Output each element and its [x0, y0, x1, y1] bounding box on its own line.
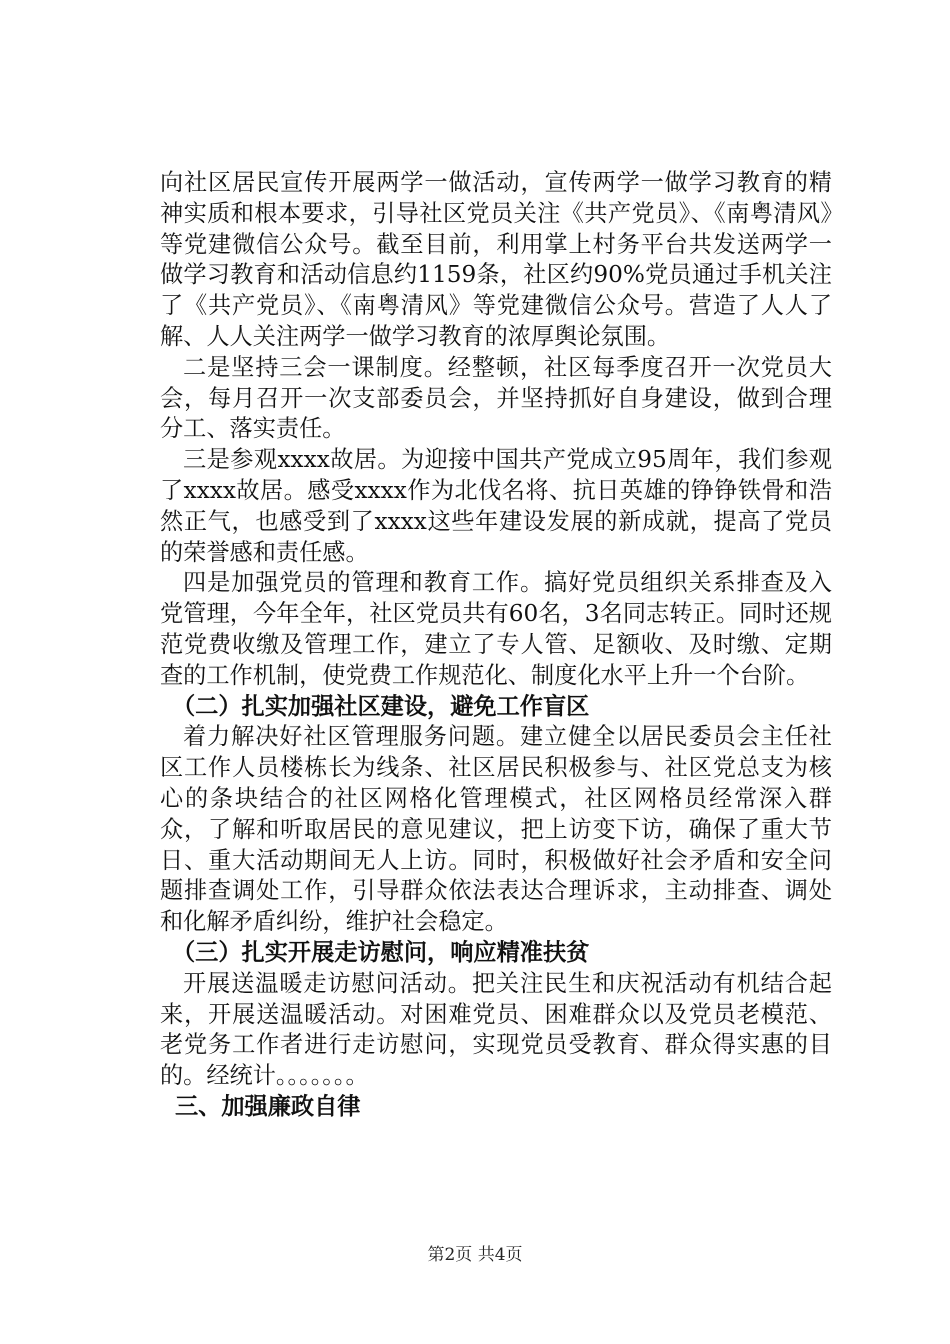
section-heading-community-building: （二）扎实加强社区建设，避免工作盲区 [172, 692, 590, 720]
section-heading-visits: （三）扎实开展走访慰问，响应精准扶贫 [172, 938, 590, 966]
paragraph-member-management: 四是加强党员的管理和教育工作。搞好党员组织关系排查及入党管理，今年全年，社区党员共有60名，3名同志转正。同时还规范党费收缴及管理工作，建立了专人管、足额收、及时缴、定期查的工作机制，使党费工作规范化、制度化水平上升一个台阶。 [160, 569, 832, 689]
document-body [160, 168, 832, 1123]
paragraph-warmth-visits: 开展送温暖走访慰问活动。把关注民生和庆祝活动有机结合起来，开展送温暖活动。对困难党员、困难群众以及党员老模范、老党务工作者进行走访慰问，实现党员受教育、群众得实惠的目的。经统计。。。。。。。 [160, 969, 832, 1090]
page-number: 第2页 共4页 [427, 1245, 523, 1265]
section-heading-integrity: 三、加强廉政自律 [175, 1092, 361, 1120]
paragraph-former-residence: 三是参观xxxx故居。为迎接中国共产党成立95周年，我们参观了xxxx故居。感受xxxx作为北伐名将、抗日英雄的铮铮铁骨和浩然正气，也感受到了xxxx这些年建设发展的新成就，提高了党员的荣誉感和责任感。 [160, 446, 832, 566]
paragraph-publicity: 向社区居民宣传开展两学一做活动，宣传两学一做学习教育的精神实质和根本要求，引导社区党员关注《共产党员》、《南粤清风》等党建微信公众号。截至目前，利用掌上村务平台共发送两学一做学习教育和活动信息约1159条，社区约90%党员通过手机关注了《共产党员》、《南粤清风》等党建微信公众号。营造了人人了解、人人关注两学一做学习教育的浓厚舆论氛围。 [160, 169, 832, 350]
paragraph-three-meetings: 二是坚持三会一课制度。经整顿，社区每季度召开一次党员大会，每月召开一次支部委员会，并坚持抓好自身建设，做到合理分工、落实责任。 [160, 353, 832, 443]
paragraph-community-service: 着力解决好社区管理服务问题。建立健全以居民委员会主任社区工作人员楼栋长为线条、社区居民积极参与、社区党总支为核心的条块结合的社区网格化管理模式，社区网格员经常深入群众，了解和听取居民的意见建议，把上访变下访，确保了重大节日、重大活动期间无人上访。同时，积极做好社会矛盾和安全问题排查调处工作，引导群众依法表达合理诉求，主动排查、调处和化解矛盾纠纷，维护社会稳定。 [160, 723, 832, 936]
